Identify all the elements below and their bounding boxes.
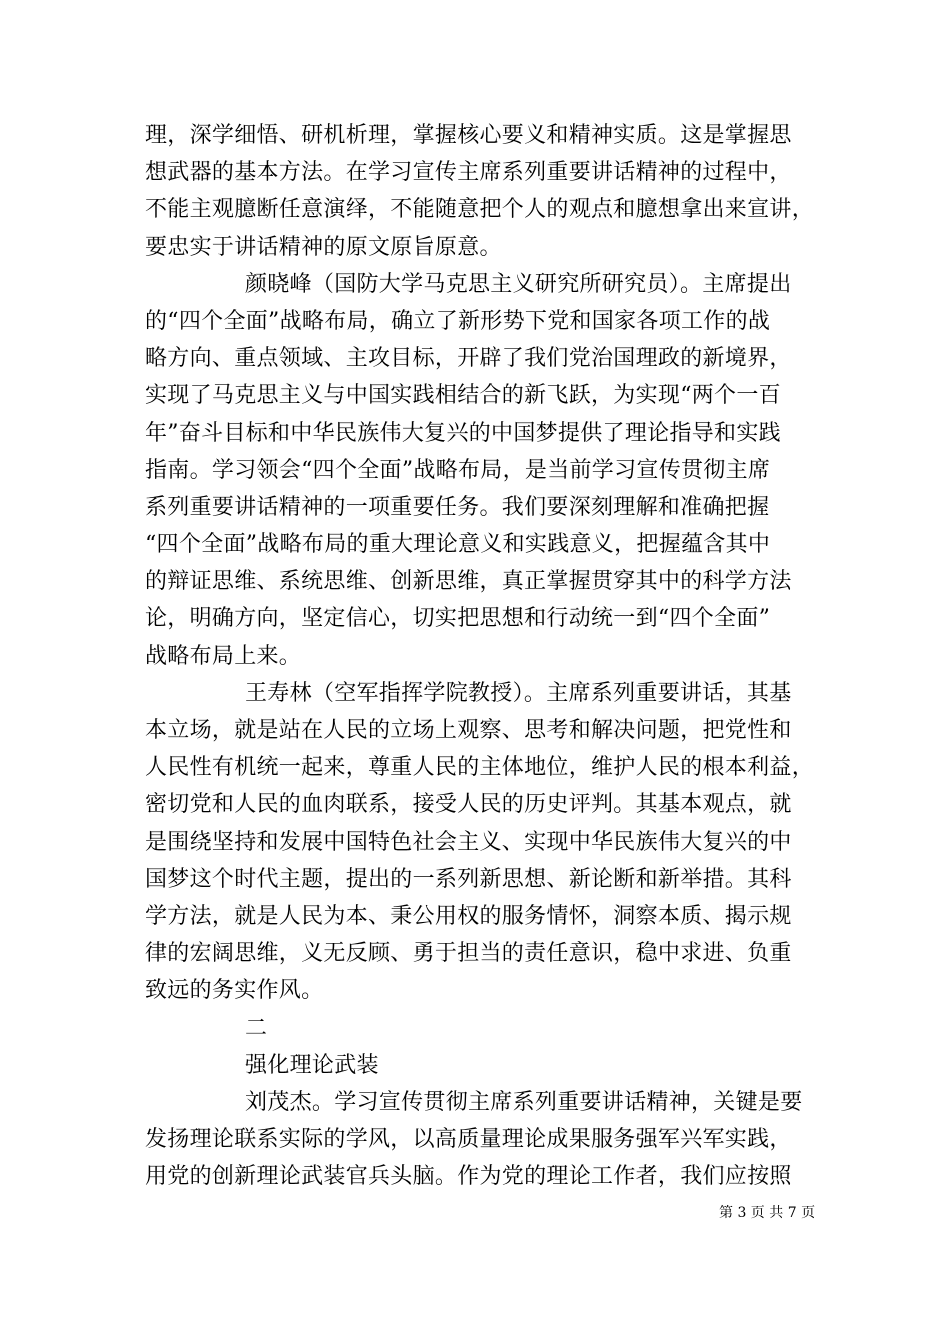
text-line: 理，深学细悟、研机析理，掌握核心要义和精神实质。这是掌握思 — [145, 123, 792, 148]
text-line: 强化理论武装 — [245, 1052, 379, 1078]
text-line: 本立场，就是站在人民的立场上观察、思考和解决问题，把党性和 — [145, 718, 792, 743]
text-line: 的“四个全面”战略布局，确立了新形势下党和国家各项工作的战 — [145, 308, 771, 334]
text-line: 国梦这个时代主题，提出的一系列新思想、新论断和新举措。其科 — [145, 866, 792, 892]
text-line: 论，明确方向，坚定信心，切实把思想和行动统一到“四个全面” — [145, 606, 771, 632]
text-line: 密切党和人民的血肉联系，接受人民的历史评判。其基本观点，就 — [145, 792, 792, 818]
text-line: 略方向、重点领域、主攻目标，开辟了我们党治国理政的新境界， — [145, 346, 792, 372]
text-line: 用党的创新理论武装官兵头脑。作为党的理论工作者，我们应按照 — [145, 1164, 792, 1190]
text-line: 发扬理论联系实际的学风，以高质量理论成果服务强军兴军实践， — [145, 1127, 792, 1153]
page-number-footer: 第 3 页 共 7 页 — [719, 1205, 816, 1221]
text-line: 实现了马克思主义与中国实践相结合的新飞跃，为实现“两个一百 — [145, 383, 781, 409]
text-line: 人民性有机统一起来，尊重人民的主体地位，维护人民的根本利益， — [145, 755, 815, 781]
text-line: 是围绕坚持和发展中国特色社会主义、实现中华民族伟大复兴的中 — [145, 829, 792, 855]
text-line: 王寿林（空军指挥学院教授）。主席系列重要讲话，其基 — [245, 680, 792, 706]
text-line: 战略布局上来。 — [145, 643, 302, 669]
text-line: 系列重要讲话精神的一项重要任务。我们要深刻理解和准确把握 — [145, 494, 770, 520]
text-line: 二 — [245, 1015, 268, 1041]
text-line: 不能主观臆断任意演绎，不能随意把个人的观点和臆想拿出来宣讲， — [145, 197, 815, 223]
text-line: 要忠实于讲话精神的原文原旨原意。 — [145, 234, 502, 260]
text-line: 年”奋斗目标和中华民族伟大复兴的中国梦提供了理论指导和实践 — [145, 420, 781, 446]
text-line: 颜晓峰（国防大学马克思主义研究所研究员）。主席提出 — [245, 271, 792, 297]
document-body — [145, 117, 815, 1195]
text-line: 律的宏阔思维，义无反顾、勇于担当的责任意识，稳中求进、负重 — [145, 941, 792, 967]
text-line: 指南。学习领会“四个全面”战略布局，是当前学习宣传贯彻主席 — [145, 457, 771, 483]
text-line: 的辩证思维、系统思维、创新思维，真正掌握贯穿其中的科学方法 — [145, 569, 792, 595]
text-line: 想武器的基本方法。在学习宣传主席系列重要讲话精神的过程中， — [145, 160, 792, 186]
text-line: 致远的务实作风。 — [145, 978, 324, 1004]
text-line: “四个全面”战略布局的重大理论意义和实践意义，把握蕴含其中 — [145, 532, 771, 558]
text-line: 学方法，就是人民为本、秉公用权的服务情怀，洞察本质、揭示规 — [145, 903, 792, 929]
text-line: 刘茂杰。学习宣传贯彻主席系列重要讲话精神，关键是要 — [245, 1089, 803, 1115]
